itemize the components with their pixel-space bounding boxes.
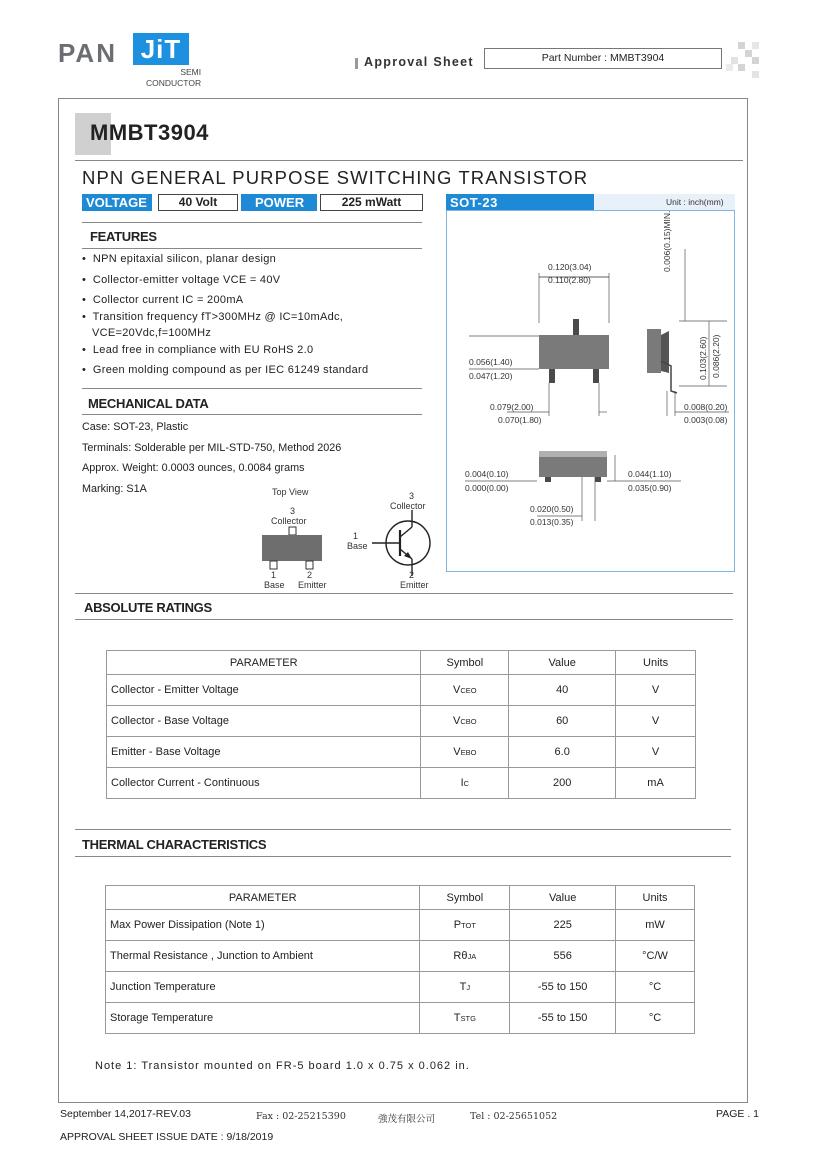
row-symbol <box>420 941 510 972</box>
deco-square <box>745 50 752 57</box>
row-value: 225 <box>510 910 616 941</box>
footer-issue-date: APPROVAL SHEET ISSUE DATE : 9/18/2019 <box>60 1131 274 1143</box>
dim-lead-width-max: 0.020(0.50) <box>530 504 574 514</box>
features-rule-bottom <box>82 248 422 249</box>
package-tag: SOT-23 <box>446 194 594 211</box>
symbol-subscript: J <box>466 983 471 992</box>
table-header-row <box>107 651 696 675</box>
features-heading: FEATURES <box>90 229 157 244</box>
col-parameter: PARAMETER <box>107 651 421 675</box>
col-units: Units <box>616 651 696 675</box>
page-subtitle: NPN GENERAL PURPOSE SWITCHING TRANSISTOR <box>82 167 589 188</box>
symbol-letter: P <box>453 919 462 931</box>
row-unit: °C <box>616 972 695 1003</box>
row-unit: V <box>616 675 696 706</box>
dim-total-height-min: 0.035(0.90) <box>628 483 672 493</box>
dim-pitch-min: 0.070(1.80) <box>498 415 542 425</box>
feature-text: Lead free in compliance with EU RoHS 2.0 <box>92 344 314 356</box>
symbol-base-label: Base <box>347 541 368 551</box>
row-parameter: Junction Temperature <box>106 972 420 1003</box>
row-unit: V <box>616 706 696 737</box>
logo-sub-line-1: SEMI <box>180 67 202 77</box>
symbol-subscript: C <box>463 779 470 788</box>
power-tag: POWER <box>241 194 317 211</box>
unit-label: Unit : inch(mm) <box>666 197 724 207</box>
dim-body-width-min: 0.047(1.20) <box>469 371 513 381</box>
pin1-number: 1 <box>271 570 277 580</box>
row-symbol <box>421 675 509 706</box>
mechanical-heading: MECHANICAL DATA <box>88 396 209 411</box>
absolute-ratings-heading: ABSOLUTE RATINGS <box>84 600 212 615</box>
table-row <box>106 910 695 941</box>
part-number-box: Part Number : MMBT3904 <box>484 48 722 69</box>
deco-square <box>731 57 738 64</box>
row-value: 60 <box>509 706 616 737</box>
dim-standoff-max: 0.004(0.10) <box>465 469 509 479</box>
footer-tel: Tel : 02-25651052 <box>470 1111 558 1122</box>
row-symbol <box>421 737 509 768</box>
feature-text: Collector-emitter voltage VCE = 40V <box>92 274 281 286</box>
feature-item: • Green molding compound as per IEC 61249 standard <box>82 364 369 376</box>
table-row <box>106 1003 695 1034</box>
col-symbol: Symbol <box>420 886 510 910</box>
col-symbol: Symbol <box>421 651 509 675</box>
mech-terminals: Terminals: Solderable per MIL-STD-750, Method 2026 <box>82 442 342 454</box>
symbol-pin2-number: 2 <box>409 570 415 580</box>
row-parameter: Collector Current - Continuous <box>107 768 421 799</box>
logo-subtitle <box>146 67 201 89</box>
symbol-letter: V <box>453 746 461 758</box>
footer-date-rev: September 14,2017-REV.03 <box>60 1108 191 1120</box>
table-row <box>107 675 696 706</box>
row-unit: °C <box>616 1003 695 1034</box>
symbol-subscript: JA <box>467 952 477 961</box>
thermal-rule-top <box>75 829 731 830</box>
row-symbol <box>420 910 510 941</box>
row-unit: mA <box>616 768 696 799</box>
feature-item: • NPN epitaxial silicon, planar design <box>82 253 277 265</box>
feature-item: • Collector current IC = 200mA <box>82 294 244 306</box>
feature-text: Transition frequency fT>300MHz @ IC=10mAdc, <box>92 311 344 323</box>
table-row <box>107 737 696 768</box>
feature-item: • Lead free in compliance with EU RoHS 2.0 <box>82 344 314 356</box>
col-value: Value <box>510 886 616 910</box>
row-parameter: Thermal Resistance , Junction to Ambient <box>106 941 420 972</box>
row-symbol <box>420 1003 510 1034</box>
feature-item: • Transition frequency fT>300MHz @ IC=10mAdc, <box>82 311 344 323</box>
dim-total-height-max: 0.044(1.10) <box>628 469 672 479</box>
symbol-letter: V <box>453 684 461 696</box>
logo-pan-text: PAN <box>58 38 117 68</box>
features-rule-top <box>82 222 422 223</box>
abs-rule-bottom <box>75 619 733 620</box>
table-row <box>107 768 696 799</box>
row-parameter: Max Power Dissipation (Note 1) <box>106 910 420 941</box>
col-parameter: PARAMETER <box>106 886 420 910</box>
dim-standoff-min: 0.000(0.00) <box>465 483 509 493</box>
row-symbol <box>420 972 510 1003</box>
symbol-emitter-label: Emitter <box>400 580 429 590</box>
top-view-label: Top View <box>272 487 309 497</box>
symbol-pin1-number: 1 <box>353 531 359 541</box>
logo-sub-line-2: CONDUCTOR <box>146 78 202 88</box>
thermal-rule-bottom <box>75 856 731 857</box>
symbol-subscript: TOT <box>461 921 476 930</box>
deco-square <box>726 64 733 71</box>
feature-item: • Collector-emitter voltage VCE = 40V <box>82 274 281 286</box>
table-header-row <box>106 886 695 910</box>
symbol-subscript: STG <box>460 1014 476 1023</box>
mech-weight: Approx. Weight: 0.0003 ounces, 0.0084 grams <box>82 462 305 474</box>
symbol-collector-label: Collector <box>390 501 426 511</box>
pin2-name: Emitter <box>298 580 327 590</box>
row-parameter: Collector - Emitter Voltage <box>107 675 421 706</box>
voltage-value: 40 Volt <box>158 194 238 211</box>
symbol-letter: T <box>453 1012 461 1024</box>
deco-square <box>752 42 759 49</box>
approval-marker <box>355 58 358 69</box>
dim-height-min: 0.086(2.20) <box>711 334 721 378</box>
footer-page: PAGE . 1 <box>716 1108 759 1120</box>
feature-text: Green molding compound as per IEC 61249 standard <box>92 364 369 376</box>
pin3-name: Collector <box>271 516 307 526</box>
dim-height-max: 0.103(2.60) <box>698 336 708 380</box>
row-symbol <box>421 706 509 737</box>
dim-lead-thick-max: 0.008(0.20) <box>684 402 728 412</box>
mech-marking: Marking: S1A <box>82 483 147 495</box>
row-unit: mW <box>616 910 695 941</box>
logo-jit-text: JiT <box>133 33 189 65</box>
absolute-ratings-table <box>106 650 696 799</box>
row-unit: °C/W <box>616 941 695 972</box>
pin2-number: 2 <box>307 570 313 580</box>
row-value: -55 to 150 <box>510 972 616 1003</box>
abs-rule-top <box>75 593 733 594</box>
row-value: 556 <box>510 941 616 972</box>
table-row <box>106 941 695 972</box>
dim-lead-thick-min: 0.003(0.08) <box>684 415 728 425</box>
thermal-table <box>105 885 695 1034</box>
row-value: 40 <box>509 675 616 706</box>
symbol-subscript: EBO <box>460 748 477 757</box>
row-value: 200 <box>509 768 616 799</box>
symbol-subscript: CBO <box>460 717 477 726</box>
feature-item-cont: VCE=20Vdc,f=100MHz <box>92 327 212 339</box>
symbol-letter: T <box>459 981 467 993</box>
table-row <box>106 972 695 1003</box>
dim-body-length-min: 0.110(2.80) <box>548 275 591 285</box>
mech-rule-bottom <box>82 414 422 415</box>
col-units: Units <box>616 886 695 910</box>
row-value: -55 to 150 <box>510 1003 616 1034</box>
pin1-name: Base <box>264 580 285 590</box>
table-row <box>107 706 696 737</box>
feature-text: Collector current IC = 200mA <box>92 294 244 306</box>
col-value: Value <box>509 651 616 675</box>
footer-company: 強茂有限公司 <box>378 1114 436 1125</box>
row-value: 6.0 <box>509 737 616 768</box>
dim-body-length-max: 0.120(3.04) <box>548 262 592 272</box>
symbol-letter: V <box>453 715 461 727</box>
title-rule <box>75 160 743 161</box>
deco-square <box>738 42 745 49</box>
power-value: 225 mWatt <box>320 194 423 211</box>
npn-transistor-symbol <box>370 510 436 576</box>
footer-fax: Fax : 02-25215390 <box>256 1111 346 1122</box>
mech-case: Case: SOT-23, Plastic <box>82 421 189 433</box>
voltage-tag: VOLTAGE <box>82 194 152 211</box>
dim-lead-min: 0.006(0.15)MIN. <box>662 210 672 272</box>
row-parameter: Emitter - Base Voltage <box>107 737 421 768</box>
feature-text: NPN epitaxial silicon, planar design <box>92 253 277 265</box>
pin3-number: 3 <box>290 506 296 516</box>
row-parameter: Storage Temperature <box>106 1003 420 1034</box>
page-title: MMBT3904 <box>90 120 209 145</box>
approval-sheet-label: Approval Sheet <box>364 55 474 69</box>
symbol-letter: Rθ <box>453 950 468 962</box>
footnote: Note 1: Transistor mounted on FR-5 board 1.0 x 0.75 x 0.062 in. <box>95 1060 470 1072</box>
dim-pitch-max: 0.079(2.00) <box>490 402 534 412</box>
deco-square <box>752 57 759 64</box>
symbol-letter: I <box>460 777 464 789</box>
thermal-heading: THERMAL CHARACTERISTICS <box>82 837 267 852</box>
dim-body-width-max: 0.056(1.40) <box>469 357 513 367</box>
symbol-pin3-number: 3 <box>409 491 415 501</box>
mech-rule-top <box>82 388 422 389</box>
row-unit: V <box>616 737 696 768</box>
top-view-package <box>258 526 328 576</box>
symbol-subscript: CEO <box>460 686 477 695</box>
deco-square <box>738 64 745 71</box>
dim-lead-width-min: 0.013(0.35) <box>530 517 574 527</box>
deco-square <box>752 71 759 78</box>
row-parameter: Collector - Base Voltage <box>107 706 421 737</box>
row-symbol <box>421 768 509 799</box>
